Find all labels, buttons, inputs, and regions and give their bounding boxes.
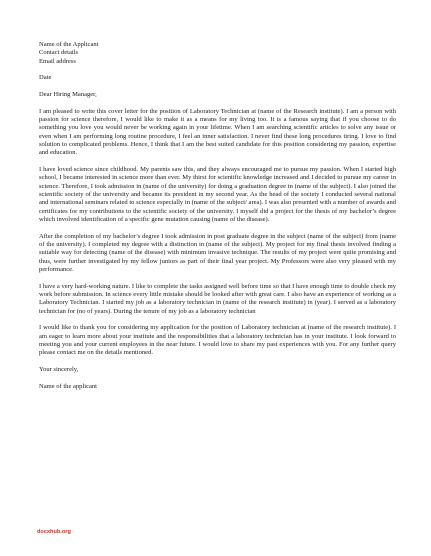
closing-block [39, 366, 396, 374]
letter-date: Date [39, 74, 52, 82]
paragraph-closing: I would like to thank you for considering my application for the position of Laboratory technician at (name of the research institute). I am eager to learn more about your institute and the responsibilities that a laboratory technician has in your institute. I look forward to meeting you and your current employees in the near future. I would love to share my past experiences with you. For any further query please contact me on the details mentioned. [39, 324, 396, 357]
signature-block [39, 383, 396, 391]
paragraph-intro: I am pleased to write this cover letter for the position of Laboratory Technician at (name of the Research institute). I am a person with passion for science therefore, I would like to make it as a means for my living too. It is a famous saying that if you choose to do something you love you would never be working again in your lifetime. When I am searching scientific articles to solve any issue or even when I am performing long routine procedure, I feel an inner satisfaction. I never find these long procedures tiring. I love to find solution to complicated problems. Hence, I think that I am the best suited candidate for this position considering my passion, expertise and education. [39, 107, 396, 157]
salutation: Dear Hiring Manager, [39, 90, 97, 98]
date-block [39, 74, 396, 82]
footer-brand: docxhub.org [37, 529, 71, 535]
closing: Your sincerely, [39, 366, 79, 374]
salutation-block [39, 91, 396, 99]
email-address: Email address [39, 57, 76, 65]
applicant-name: Name of the Applicant [39, 41, 99, 48]
paragraph-education: I have loved science since childhood. My parents saw this, and they always encouraged me to pursue my passion. When I started high school, I became interested in science more than ever. My thirst for scientific knowledge increased and I decided to pursue my career in science. Therefore, I took admission in (name of the university) for doing a graduation degree in (name of the subject). I also joined the scientific society of the university and became its president in my second year. As the head of the society I conducted several national and international seminars related to science especially in (name of the subject/ area). I was also presented with a number of awards and certificates for my contributions to the scientific society of the university. I myself did a project for the thesis of my bachelor’s degree which involved identification of a specific gene mutation causing (name of the disease). [39, 165, 396, 224]
applicant-header [39, 41, 396, 66]
signature: Name of the applicant [39, 382, 97, 390]
cover-letter [39, 41, 396, 399]
paragraph-postgraduate: After the completion of my bachelor’s degree I took admission in post graduate degree in the subject (name of the subject) from (name of the university). I completed my degree with a distinction in (name of the subject). My project for my final thesis involved finding a suitable way for detecting (name of the disease) with minimum invasive technique. The results of my project were quite promising and thus, were further investigated by my fellow juniors as part of their final year project. My Professors were also very pleased with my performance. [39, 232, 396, 274]
paragraph-experience: I have a very hard-working nature. I like to complete the tasks assigned well before time so that I have enough time to double check my work before submission. In science every little mistake should be looked after with great care. I also have an experience of working as a Laboratory Technician. I started my job as a laboratory technician in (name of the research institute) in (year). I served as a laboratory technician for (no of years). During the tenure of my job as a laboratory technician [39, 282, 396, 315]
contact-details: Contact details [39, 49, 79, 57]
